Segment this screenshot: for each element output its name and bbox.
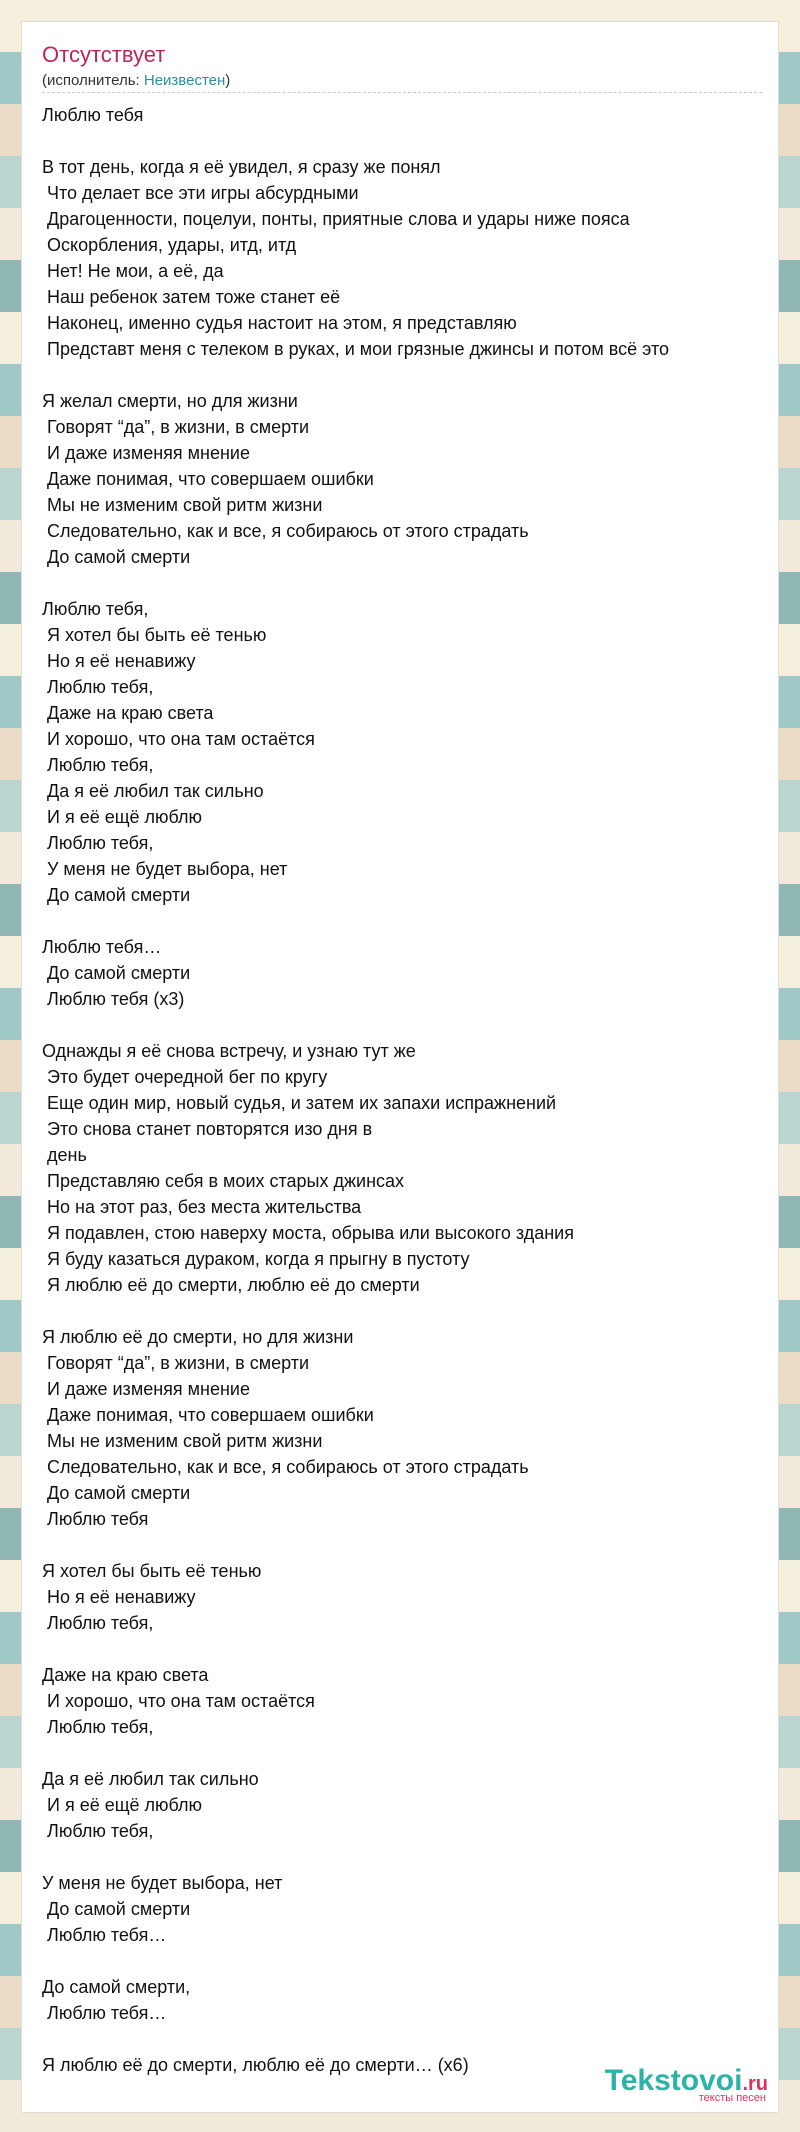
lyric-line: Драгоценности, поцелуи, понты, приятные слова и удары ниже пояса [42, 209, 630, 229]
lyric-line: Однажды я её снова встречу, и узнаю тут же [42, 1041, 416, 1061]
lyric-line [42, 908, 772, 934]
lyric-line: Но я её ненавижу [42, 1587, 196, 1607]
lyric-line: Говорят “да”, в жизни, в смерти [42, 417, 310, 437]
lyric-line: Люблю тебя [42, 105, 144, 125]
lyric-line: Я желал смерти, но для жизни [42, 391, 298, 411]
lyric-line: Говорят “да”, в жизни, в смерти [42, 1353, 310, 1373]
lyric-line: Да я её любил так сильно [42, 1769, 259, 1789]
lyric-line: Я люблю её до смерти, но для жизни [42, 1327, 354, 1347]
lyric-line: И хорошо, что она там остаётся [42, 729, 315, 749]
lyric-line [42, 570, 772, 596]
lyric-line: Мы не изменим свой ритм жизни [42, 1431, 323, 1451]
lyric-line: Представт меня с телеком в руках, и мои грязные джинсы и потом всё это [42, 339, 669, 359]
lyric-line: Даже на краю света [42, 1665, 209, 1685]
lyric-line: Я хотел бы быть её тенью [42, 625, 267, 645]
site-logo[interactable] [605, 2064, 768, 2104]
lyric-line: Нет! Не мои, а её, да [42, 261, 224, 281]
performer-suffix: ) [225, 72, 231, 89]
lyric-line: Это снова станет повторятся изо дня в [42, 1119, 373, 1139]
lyric-line: До самой смерти, [42, 1977, 191, 1997]
lyric-line [42, 2026, 772, 2052]
lyric-line [42, 1948, 772, 1974]
lyric-line: Люблю тебя, [42, 599, 149, 619]
lyric-line [42, 1636, 772, 1662]
lyric-line: И я её ещё люблю [42, 1795, 203, 1815]
lyric-line: Люблю тебя (x3) [42, 989, 185, 1009]
lyric-line [42, 128, 772, 154]
lyric-line: Люблю тебя, [42, 677, 154, 697]
lyric-line: Я хотел бы быть её тенью [42, 1561, 262, 1581]
lyric-line: И даже изменяя мнение [42, 443, 250, 463]
lyric-line: До самой смерти [42, 547, 191, 567]
lyric-line: Люблю тебя, [42, 755, 154, 775]
lyric-line [42, 1532, 772, 1558]
header-divider [42, 92, 762, 93]
lyric-line: У меня не будет выбора, нет [42, 1873, 283, 1893]
lyric-line: Но на этот раз, без места жительства [42, 1197, 362, 1217]
lyric-line: Мы не изменим свой ритм жизни [42, 495, 323, 515]
lyric-line: Люблю тебя, [42, 1613, 154, 1633]
lyric-line: Я подавлен, стою наверху моста, обрыва или высокого здания [42, 1223, 574, 1243]
lyric-line: Даже понимая, что совершаем ошибки [42, 469, 374, 489]
lyric-line: Люблю тебя… [42, 1925, 167, 1945]
performer-prefix: (исполнитель: [42, 72, 144, 89]
lyric-line: До самой смерти [42, 963, 191, 983]
performer-link[interactable]: Неизвестен [143, 72, 226, 89]
lyric-line: До самой смерти [42, 1899, 191, 1919]
lyric-line: Люблю тебя, [42, 1717, 154, 1737]
lyrics-page [22, 22, 778, 2112]
lyric-line: Люблю тебя, [42, 1821, 154, 1841]
lyric-line: И даже изменяя мнение [42, 1379, 250, 1399]
song-subtitle [42, 72, 230, 89]
logo-tagline: тексты песен [698, 2092, 766, 2104]
lyric-line: Но я её ненавижу [42, 651, 196, 671]
lyric-line: Наконец, именно судья настоит на этом, я представляю [42, 313, 517, 333]
lyric-line: Я люблю её до смерти, люблю её до смерти [42, 1275, 420, 1295]
lyric-line [42, 1740, 772, 1766]
lyric-line: Оскорбления, удары, итд, итд [42, 235, 297, 255]
lyric-line: Представляю себя в моих старых джинсах [42, 1171, 405, 1191]
lyric-line: Люблю тебя [42, 1509, 149, 1529]
lyric-line: Люблю тебя, [42, 833, 154, 853]
lyric-line: Я буду казаться дураком, когда я прыгну в пустоту [42, 1249, 470, 1269]
lyric-line [42, 1012, 772, 1038]
lyric-line: Даже понимая, что совершаем ошибки [42, 1405, 374, 1425]
lyric-line: До самой смерти [42, 885, 191, 905]
lyric-line: И хорошо, что она там остаётся [42, 1691, 315, 1711]
lyric-line: До самой смерти [42, 1483, 191, 1503]
lyric-line [42, 362, 772, 388]
lyric-line: У меня не будет выбора, нет [42, 859, 288, 879]
logo-tld: .ru [742, 2073, 768, 2095]
lyric-line: В тот день, когда я её увидел, я сразу же понял [42, 157, 441, 177]
lyrics-text [42, 102, 772, 2078]
lyric-line: Наш ребенок затем тоже станет её [42, 287, 341, 307]
lyric-line: Следовательно, как и все, я собираюсь от этого страдать [42, 521, 529, 541]
lyric-line: Люблю тебя… [42, 937, 162, 957]
lyric-line: Что делает все эти игры абсурдными [42, 183, 359, 203]
lyric-line [42, 1844, 772, 1870]
lyric-line: Еще один мир, новый судья, и затем их запахи испражнений [42, 1093, 557, 1113]
lyric-line: Следовательно, как и все, я собираюсь от этого страдать [42, 1457, 529, 1477]
song-title: Отсутствует [42, 42, 166, 67]
lyric-line: И я её ещё люблю [42, 807, 203, 827]
lyric-line: Люблю тебя… [42, 2003, 167, 2023]
lyric-line [42, 1298, 772, 1324]
lyric-line: Даже на краю света [42, 703, 214, 723]
lyric-line: Я люблю её до смерти, люблю её до смерти… (x6) [42, 2055, 469, 2075]
lyric-line: день [42, 1145, 87, 1165]
lyric-line: Да я её любил так сильно [42, 781, 264, 801]
lyric-line: Это будет очередной бег по кругу [42, 1067, 328, 1087]
logo-name: Tekstovoi [604, 2064, 743, 2097]
